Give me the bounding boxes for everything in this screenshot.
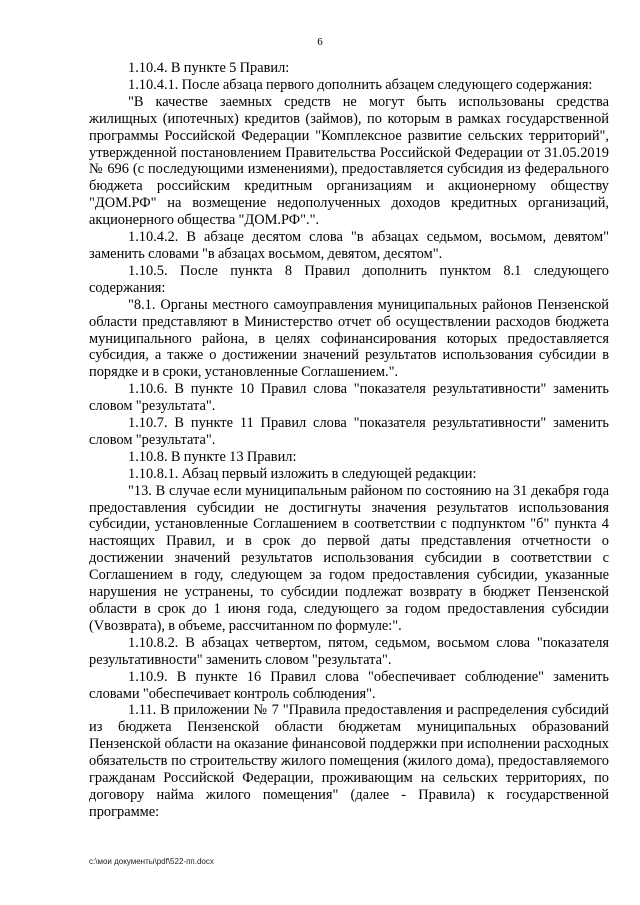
- paragraph-1-10-8-2: 1.10.8.2. В абзацах четвертом, пятом, седьмом, восьмом слова "показателя результативности" заменить словом "результата".: [89, 634, 609, 668]
- paragraph-1-10-9: 1.10.9. В пункте 16 Правил слова "обеспечивает соблюдение" заменить словами "обеспечивает контроль соблюдения".: [89, 668, 609, 702]
- page-number: 6: [317, 36, 323, 48]
- paragraph-1-10-8-1: 1.10.8.1. Абзац первый изложить в следующей редакции:: [128, 465, 477, 482]
- paragraph-13-quote: "13. В случае если муниципальным районом по состоянию на 31 декабря года предоставления субсидии не достигнуты значения результатов использования субсидии, установленные Соглашением в соответствии с подпунктом "б" пункта 4 настоящих Правил, и в срок до первой даты представления отчетности о достижении значений результатов использования субсидии в соответствии с Соглашением в году, следующем за годом предоставления субсидии, указанные нарушения не устранены, то субсидии подлежат возврату в бюджет Пензенской области в срок до 1 июня года, следующего за годом предоставления субсидии (Vвозврата), в объеме, рассчитанном по формуле:".: [89, 482, 609, 634]
- paragraph-1-10-4-2: 1.10.4.2. В абзаце десятом слова "в абзацах седьмом, восьмом, девятом" заменить словами "в абзацах восьмом, девятом, десятом".: [89, 229, 609, 262]
- paragraph-1-10-4-1: 1.10.4.1. После абзаца первого дополнить абзацем следующего содержания:: [128, 76, 593, 93]
- paragraph-1-11: 1.11. В приложении № 7 "Правила предоставления и распределения субсидий из бюджета Пензенской области бюджетам муниципальных образований Пензенской области на оказание финансовой поддержки при исполнении расходных обязательств по строительству жилого помещения (жилого дома), предоставляемого гражданам Российской Федерации, проживающим на сельских территориях, по договору найма жилого помещения" (далее - Правила) к государственной программе:: [89, 702, 609, 820]
- footer-file-path: c:\мои документы\pdf\522-пп.docx: [89, 857, 214, 866]
- paragraph-8-1-quote: "8.1. Органы местного самоуправления муниципальных районов Пензенской области представляют в Министерство отчет об осуществлении расходов бюджета муниципального района, в целях софинансирования которых предоставляется субсидия, а также о достижении значений результатов использования субсидии в порядке и в сроки, установленные Соглашением.".: [89, 296, 609, 381]
- paragraph-1-10-4: 1.10.4. В пункте 5 Правил:: [128, 60, 290, 76]
- paragraph-1-10-7: 1.10.7. В пункте 11 Правил слова "показателя результативности" заменить словом "результата".: [89, 415, 609, 448]
- paragraph-loan-funds-quote: "В качестве заемных средств не могут быть использованы средства жилищных (ипотечных) кредитов (займов), по которым в рамках государственной программы Российской Федерации "Комплексное развитие сельских территорий", утвержденной постановлением Правительства Российской Федерации от 31.05.2019 № 696 (с последующими изменениями), предоставляется субсидия из федерального бюджета российским кредитным организациям и акционерному обществу "ДОМ.РФ" на возмещение недополученных доходов кредитных организаций, акционерного общества "ДОМ.РФ".".: [89, 93, 609, 229]
- paragraph-1-10-5: 1.10.5. После пункта 8 Правил дополнить пунктом 8.1 следующего содержания:: [89, 262, 609, 296]
- paragraph-1-10-6: 1.10.6. В пункте 10 Правил слова "показателя результативности" заменить словом "результата".: [89, 381, 609, 415]
- document-body: [89, 60, 609, 821]
- paragraph-1-10-8: 1.10.8. В пункте 13 Правил:: [128, 448, 297, 465]
